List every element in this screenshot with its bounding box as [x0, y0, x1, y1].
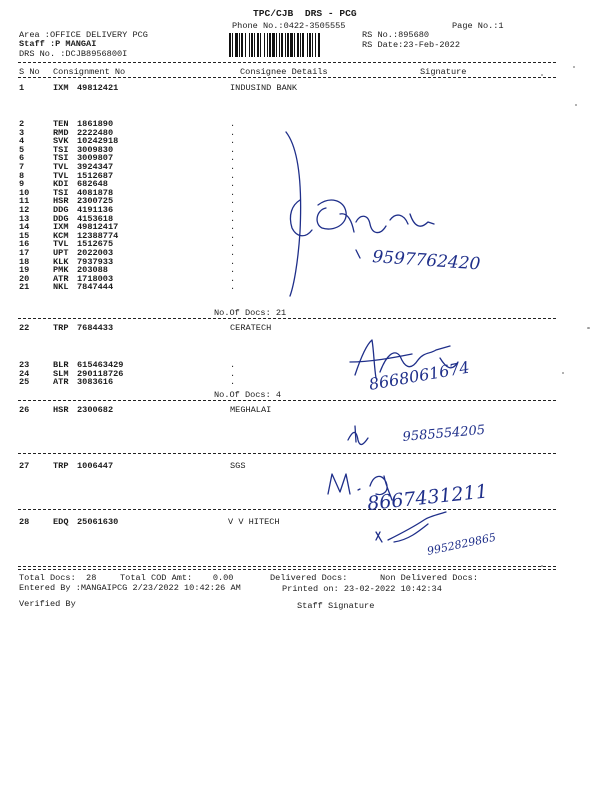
col-header-sno: S No — [19, 67, 40, 77]
row-sno: 12 — [19, 205, 30, 215]
document-title: TPC/CJB DRS - PCG — [253, 8, 357, 19]
row-sno: 6 — [19, 153, 25, 164]
row-number: 3083616 — [77, 377, 114, 388]
sig4-phone: 8667431211 — [366, 480, 489, 515]
consignee-placeholder-dot: . — [230, 187, 236, 198]
row-sno: 16 — [19, 239, 30, 250]
consignee-placeholder-dot: . — [230, 377, 236, 388]
docs-count: No.Of Docs: 21 — [214, 308, 287, 318]
drs-number: DRS No. :DCJB8956800I — [19, 49, 128, 59]
row-sno: 1 — [19, 83, 25, 93]
sig1-phone: 9597762420 — [371, 247, 481, 275]
consignee-name: SGS — [230, 461, 246, 471]
row-code: RMD — [53, 127, 69, 138]
consignee-placeholder-dot: . — [230, 256, 236, 267]
row-sno: 3 — [19, 127, 25, 138]
row-code: TVL — [53, 162, 69, 172]
row-sno: 8 — [19, 170, 25, 181]
row-code: KDI — [53, 179, 69, 190]
row-number: 203088 — [77, 265, 108, 276]
rs-date: RS Date:23-Feb-2022 — [362, 40, 460, 50]
row-code: ATR — [53, 273, 69, 284]
rs-number: RS No.:895680 — [362, 30, 430, 40]
total-cod: Total COD Amt: 0.00 — [120, 573, 234, 583]
row-code: HSR — [53, 405, 69, 415]
consignee-placeholder-dot: . — [230, 153, 236, 164]
row-code: TVL — [53, 239, 69, 250]
row-sno: 27 — [19, 461, 30, 471]
consignee-placeholder-dot: . — [230, 136, 236, 147]
non-delivered-docs: Non Delivered Docs: — [380, 573, 478, 583]
row-sno: 9 — [19, 179, 25, 190]
signature-scrawl — [350, 340, 458, 378]
row-number: 290118726 — [77, 368, 124, 379]
row-code: TVL — [53, 170, 69, 181]
consignee-placeholder-dot: . — [230, 144, 236, 155]
row-number: 2300725 — [77, 196, 114, 207]
consignee-placeholder-dot: . — [230, 360, 236, 370]
row-number: 3009830 — [77, 144, 114, 155]
consignee-placeholder-dot: . — [230, 196, 236, 207]
divider — [18, 566, 556, 567]
divider — [18, 569, 556, 570]
col-header-consignment: Consignment No — [53, 67, 126, 77]
scan-speck — [541, 74, 543, 76]
row-code: SLM — [53, 368, 69, 379]
row-code: IXM — [53, 83, 69, 93]
row-sno: 15 — [19, 230, 30, 241]
consignee-name: V V HITECH — [228, 517, 280, 527]
delivered-docs: Delivered Docs: — [270, 573, 348, 583]
row-code: TSI — [53, 187, 69, 198]
row-code: TRP — [53, 461, 69, 471]
signature-scrawl — [286, 132, 434, 296]
row-sno: 21 — [19, 282, 30, 293]
sig3-phone: 9585554205 — [402, 422, 486, 445]
divider — [18, 453, 556, 454]
row-code: ATR — [53, 377, 69, 388]
row-code: UPT — [53, 248, 69, 258]
consignee-placeholder-dot: . — [230, 368, 236, 379]
row-sno: 22 — [19, 323, 30, 333]
scan-speck — [562, 372, 564, 374]
phone-number: Phone No.:0422-3505555 — [232, 21, 346, 31]
scan-speck — [541, 565, 543, 567]
row-number: 615463429 — [77, 360, 124, 370]
signature-scrawl — [376, 512, 446, 542]
row-code: SVK — [53, 136, 69, 147]
signature-scrawl — [328, 474, 392, 500]
row-number: 4153618 — [77, 213, 114, 224]
row-code: PMK — [53, 265, 69, 276]
col-header-consignee: Consignee Details — [240, 67, 328, 77]
row-number: 1512687 — [77, 170, 114, 181]
consignee-name: MEGHALAI — [230, 405, 272, 415]
row-number: 4191136 — [77, 205, 114, 215]
consignee-placeholder-dot: . — [230, 248, 236, 258]
docs-count: No.Of Docs: 4 — [214, 390, 282, 400]
signature-scrawl — [348, 426, 368, 444]
row-number: 7684433 — [77, 323, 114, 333]
row-number: 682648 — [77, 179, 108, 190]
row-code: TSI — [53, 153, 69, 164]
row-number: 49812417 — [77, 222, 119, 233]
total-docs: Total Docs: 28 — [19, 573, 97, 583]
row-sno: 7 — [19, 162, 25, 172]
row-code: DDG — [53, 205, 69, 215]
consignee-placeholder-dot: . — [230, 230, 236, 241]
row-code: KCM — [53, 230, 69, 241]
consignee-placeholder-dot: . — [230, 205, 236, 215]
row-number: 2222480 — [77, 127, 114, 138]
row-code: NKL — [53, 282, 69, 293]
scan-speck — [575, 104, 577, 106]
row-number: 49812421 — [77, 83, 119, 93]
row-sno: 14 — [19, 222, 30, 233]
staff-signature: Staff Signature — [297, 601, 375, 611]
row-sno: 26 — [19, 405, 30, 415]
consignee-placeholder-dot: . — [230, 213, 236, 224]
row-number: 25061630 — [77, 517, 119, 527]
row-number: 7937933 — [77, 256, 114, 267]
row-code: HSR — [53, 196, 69, 207]
row-number: 10242918 — [77, 136, 119, 147]
row-sno: 20 — [19, 273, 30, 284]
col-header-signature: Signature — [420, 67, 467, 77]
consignee-placeholder-dot: . — [230, 127, 236, 138]
row-code: IXM — [53, 222, 69, 233]
row-sno: 11 — [19, 196, 30, 207]
row-code: DDG — [53, 213, 69, 224]
consignee-name: INDUSIND BANK — [230, 83, 298, 93]
row-sno: 19 — [19, 265, 30, 276]
row-number: 2300682 — [77, 405, 114, 415]
sig2-phone: 8668061674 — [367, 357, 471, 394]
row-sno: 13 — [19, 213, 30, 224]
row-sno: 4 — [19, 136, 25, 147]
row-number: 1718003 — [77, 273, 114, 284]
divider — [18, 509, 556, 510]
barcode — [229, 33, 355, 57]
row-code: TEN — [53, 119, 69, 129]
consignee-placeholder-dot: . — [230, 119, 236, 129]
row-number: 7847444 — [77, 282, 114, 293]
consignee-placeholder-dot: . — [230, 273, 236, 284]
consignee-placeholder-dot: . — [230, 282, 236, 293]
row-number: 2022003 — [77, 248, 114, 258]
row-number: 1512675 — [77, 239, 114, 250]
row-sno: 28 — [19, 517, 30, 527]
divider — [18, 77, 556, 78]
row-number: 1861890 — [77, 119, 114, 129]
consignee-placeholder-dot: . — [230, 162, 236, 172]
row-code: TRP — [53, 323, 69, 333]
staff-label: Staff :P MANGAI — [19, 39, 97, 49]
row-sno: 17 — [19, 248, 30, 258]
row-sno: 24 — [19, 368, 30, 379]
area-label: Area :OFFICE DELIVERY PCG — [19, 30, 148, 40]
sig5-phone: 9952829865 — [425, 530, 498, 558]
row-sno: 2 — [19, 119, 25, 129]
row-code: KLK — [53, 256, 69, 267]
printed-on: Printed on: 23-02-2022 10:42:34 — [282, 584, 442, 594]
row-sno: 18 — [19, 256, 30, 267]
consignee-placeholder-dot: . — [230, 239, 236, 250]
consignee-placeholder-dot: . — [230, 222, 236, 233]
verified-by: Verified By — [19, 599, 76, 609]
consignee-placeholder-dot: . — [230, 265, 236, 276]
row-sno: 10 — [19, 187, 30, 198]
row-code: BLR — [53, 360, 69, 370]
entered-by: Entered By :MANGAIPCG 2/23/2022 10:42:26 AM — [19, 583, 241, 593]
row-number: 3924347 — [77, 162, 114, 172]
consignee-placeholder-dot: . — [230, 170, 236, 181]
row-number: 1006447 — [77, 461, 114, 471]
divider — [18, 400, 556, 401]
row-number: 4081878 — [77, 187, 114, 198]
row-number: 12388774 — [77, 230, 119, 241]
row-code: EDQ — [53, 517, 69, 527]
consignee-name: CERATECH — [230, 323, 272, 333]
row-sno: 23 — [19, 360, 30, 370]
page-number: Page No.:1 — [452, 21, 504, 31]
row-sno: 5 — [19, 144, 25, 155]
consignee-placeholder-dot: . — [230, 179, 236, 190]
row-number: 3009807 — [77, 153, 114, 164]
scan-speck — [587, 327, 590, 329]
row-sno: 25 — [19, 377, 30, 388]
divider — [18, 318, 556, 319]
row-code: TSI — [53, 144, 69, 155]
divider — [18, 62, 556, 63]
scan-speck — [573, 66, 575, 68]
